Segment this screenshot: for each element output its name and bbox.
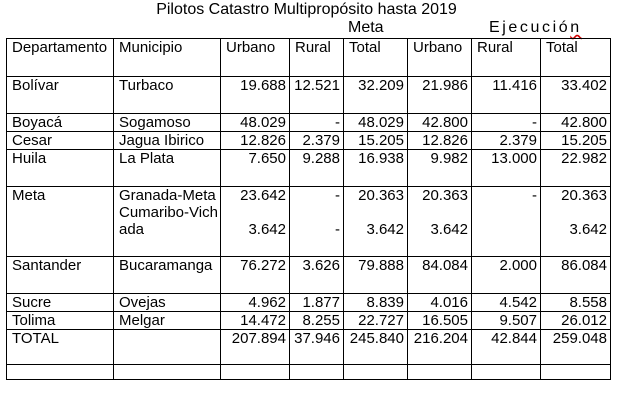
value-cell-mu <box>221 132 290 150</box>
value-cell-mu <box>221 150 290 187</box>
value-cell-mr <box>290 294 344 312</box>
column-header: Rural <box>290 39 344 77</box>
value-cell-et <box>541 150 611 187</box>
municipio-cell <box>114 187 221 257</box>
value-cell-et <box>541 187 611 257</box>
value: 3.642 <box>366 221 404 238</box>
value: 20.363 <box>358 187 404 204</box>
value-cell-mr <box>290 77 344 114</box>
value: 2.379 <box>302 132 340 149</box>
value-cell-mt <box>344 114 408 132</box>
value: 84.084 <box>422 257 468 274</box>
value-cell-et <box>541 114 611 132</box>
value-cell-mu <box>221 114 290 132</box>
municipio-cell <box>114 132 221 150</box>
value-cell-er <box>472 257 541 294</box>
value-cell-mr <box>290 187 344 257</box>
value: 26.012 <box>561 312 607 329</box>
value: 12.521 <box>294 77 340 94</box>
value-cell-er <box>472 187 541 257</box>
column-header: Departamento <box>7 39 114 77</box>
empty-cell <box>408 365 472 380</box>
line-gap <box>293 204 340 221</box>
value: 16.938 <box>358 150 404 167</box>
value-cell-eu <box>408 132 472 150</box>
pilotos-table <box>6 38 611 380</box>
value: 9.288 <box>302 150 340 167</box>
value: 16.505 <box>422 312 468 329</box>
table-row <box>7 132 611 150</box>
table-title: Pilotos Catastro Multipropósito hasta 2019 <box>156 1 457 18</box>
value-cell-mu <box>221 187 290 257</box>
municipio-name: Cumaribo-Vichada <box>119 204 218 238</box>
municipio-cell <box>114 114 221 132</box>
total-mt: 245.840 <box>344 330 408 365</box>
value: 33.402 <box>561 77 607 94</box>
header-row <box>7 39 611 77</box>
value-cell-mu <box>221 77 290 114</box>
table-row <box>7 77 611 114</box>
value-cell-mu <box>221 294 290 312</box>
value: 2.379 <box>499 132 537 149</box>
value: - <box>335 114 340 131</box>
value: 86.084 <box>561 257 607 274</box>
column-header: Municipio <box>114 39 221 77</box>
table-row <box>7 294 611 312</box>
empty-row <box>7 365 611 380</box>
value: 23.642 <box>240 187 286 204</box>
municipio-cell <box>114 294 221 312</box>
column-header: Rural <box>472 39 541 77</box>
value-cell-mr <box>290 132 344 150</box>
value-cell-et <box>541 257 611 294</box>
value-cell-et <box>541 77 611 114</box>
value-cell-mu <box>221 257 290 294</box>
table-row <box>7 187 611 257</box>
municipio-name: La Plata <box>119 150 175 167</box>
departamento-cell: Tolima <box>7 312 114 330</box>
value: 9.982 <box>430 150 468 167</box>
municipio-name: Bucaramanga <box>119 257 213 274</box>
value: 2.000 <box>499 257 537 274</box>
value: 4.542 <box>499 294 537 311</box>
value: 3.642 <box>248 221 286 238</box>
value-cell-mt <box>344 132 408 150</box>
value-cell-er <box>472 77 541 114</box>
departamento-cell: Cesar <box>7 132 114 150</box>
value: 79.888 <box>358 257 404 274</box>
value: 12.826 <box>240 132 286 149</box>
empty-cell <box>541 365 611 380</box>
group-header-ejecucion: Ejecución <box>489 19 582 36</box>
total-mu: 207.894 <box>221 330 290 365</box>
column-header: Urbano <box>221 39 290 77</box>
empty-cell <box>221 365 290 380</box>
value: 15.205 <box>358 132 404 149</box>
value: 20.363 <box>422 187 468 204</box>
table-row <box>7 114 611 132</box>
value-cell-mr <box>290 114 344 132</box>
value-cell-eu <box>408 312 472 330</box>
value-cell-er <box>472 312 541 330</box>
municipio-name: Jagua Ibirico <box>119 132 205 149</box>
line-gap <box>347 204 404 221</box>
value-cell-mt <box>344 294 408 312</box>
value: 20.363 <box>561 187 607 204</box>
empty-cell <box>114 365 221 380</box>
municipio-cell <box>114 150 221 187</box>
municipio-name: Turbaco <box>119 77 174 94</box>
value-cell-eu <box>408 77 472 114</box>
value: 8.255 <box>302 312 340 329</box>
municipio-cell <box>114 312 221 330</box>
municipio-name: Granada-Meta <box>119 187 216 204</box>
value: 42.800 <box>561 114 607 131</box>
value-cell-er <box>472 132 541 150</box>
municipio-name: Sogamoso <box>119 114 191 131</box>
value: 11.416 <box>492 77 537 94</box>
departamento-cell: Huila <box>7 150 114 187</box>
empty-cell <box>290 365 344 380</box>
departamento-cell: Boyacá <box>7 114 114 132</box>
value: 8.558 <box>569 294 607 311</box>
value: 22.727 <box>358 312 404 329</box>
group-header-meta: Meta <box>348 19 384 36</box>
value-cell-mr <box>290 150 344 187</box>
value-cell-mt <box>344 312 408 330</box>
value-cell-et <box>541 294 611 312</box>
value-cell-et <box>541 132 611 150</box>
empty-cell <box>114 330 221 365</box>
municipio-name: Ovejas <box>119 294 166 311</box>
value: 76.272 <box>240 257 286 274</box>
value: 48.029 <box>358 114 404 131</box>
value: 19.688 <box>240 77 286 94</box>
departamento-cell: Meta <box>7 187 114 257</box>
value-cell-mt <box>344 187 408 257</box>
value: 3.642 <box>430 221 468 238</box>
value: 4.962 <box>248 294 286 311</box>
value: 4.016 <box>430 294 468 311</box>
total-et: 259.048 <box>541 330 611 365</box>
municipio-cell <box>114 77 221 114</box>
value-cell-er <box>472 294 541 312</box>
value-cell-mr <box>290 257 344 294</box>
total-label: TOTAL <box>7 330 114 365</box>
empty-cell <box>472 365 541 380</box>
value: 14.472 <box>240 312 286 329</box>
value-cell-mt <box>344 257 408 294</box>
table-row <box>7 312 611 330</box>
value: 9.507 <box>499 312 537 329</box>
empty-cell <box>344 365 408 380</box>
column-header: Total <box>541 39 611 77</box>
value-cell-mt <box>344 77 408 114</box>
value-cell-er <box>472 114 541 132</box>
line-gap <box>411 204 468 221</box>
value-cell-eu <box>408 150 472 187</box>
total-row <box>7 330 611 365</box>
spellcheck-underline: n <box>570 19 582 36</box>
value: - <box>532 114 537 131</box>
value: 42.800 <box>422 114 468 131</box>
municipio-name: Melgar <box>119 312 165 329</box>
value-cell-mr <box>290 312 344 330</box>
value: 13.000 <box>491 150 537 167</box>
value: - <box>532 187 537 204</box>
value-cell-et <box>541 312 611 330</box>
value-cell-eu <box>408 294 472 312</box>
value-cell-mt <box>344 150 408 187</box>
value: 1.877 <box>302 294 340 311</box>
municipio-cell <box>114 257 221 294</box>
value: 8.839 <box>366 294 404 311</box>
departamento-cell: Bolívar <box>7 77 114 114</box>
value-cell-eu <box>408 257 472 294</box>
value-cell-er <box>472 150 541 187</box>
value-cell-eu <box>408 187 472 257</box>
value: 7.650 <box>248 150 286 167</box>
column-header: Total <box>344 39 408 77</box>
value: 15.205 <box>561 132 607 149</box>
empty-cell <box>7 365 114 380</box>
table-row <box>7 150 611 187</box>
value: 22.982 <box>561 150 607 167</box>
value: 3.642 <box>569 221 607 238</box>
total-er: 42.844 <box>472 330 541 365</box>
value: - <box>335 221 340 238</box>
value-cell-mu <box>221 312 290 330</box>
total-mr: 37.946 <box>290 330 344 365</box>
value: - <box>335 187 340 204</box>
line-gap <box>224 204 286 221</box>
value: 32.209 <box>358 77 404 94</box>
column-header: Urbano <box>408 39 472 77</box>
value-cell-eu <box>408 114 472 132</box>
departamento-cell: Santander <box>7 257 114 294</box>
value: 12.826 <box>422 132 468 149</box>
value: 3.626 <box>302 257 340 274</box>
line-gap <box>544 204 607 221</box>
table-row <box>7 257 611 294</box>
value: 21.986 <box>422 77 468 94</box>
departamento-cell: Sucre <box>7 294 114 312</box>
total-eu: 216.204 <box>408 330 472 365</box>
line-gap <box>475 204 537 221</box>
value: 48.029 <box>240 114 286 131</box>
